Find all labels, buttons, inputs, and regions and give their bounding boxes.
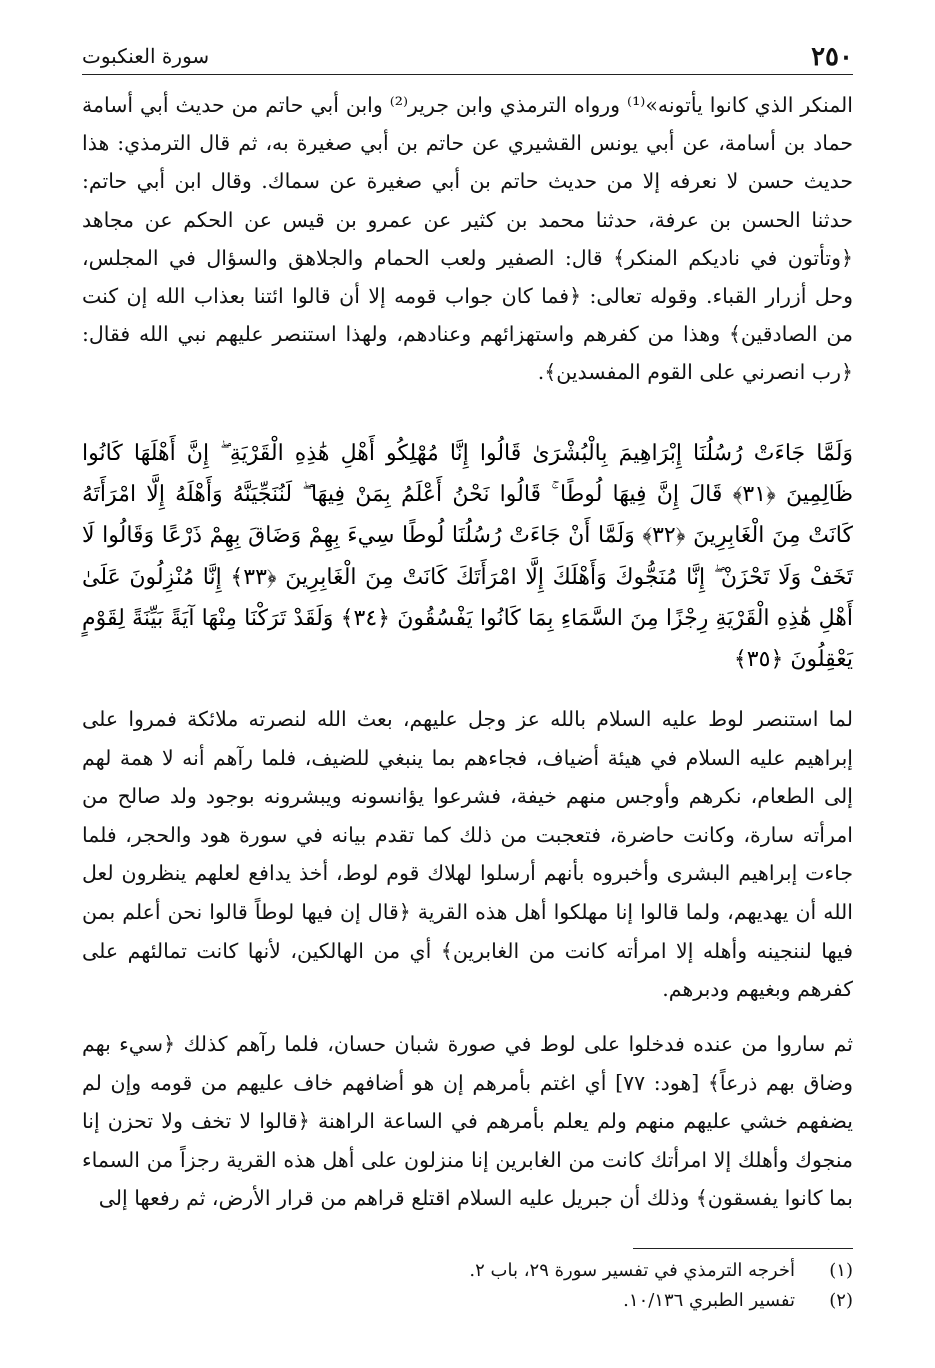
commentary-paragraph-1: المنكر الذي كانوا يأتونه»⁽¹⁾ ورواه الترمذي وابن جرير⁽²⁾ وابن أبي حاتم من حديث أبي أسامة حماد بن أسامة، عن أبي يونس القشيري عن حاتم بن أبي صغيرة به، ثم قال الترمذي: هذا حديث حسن لا نعرفه إلا من حديث حاتم بن أبي صغيرة عن سماك. وقال ابن أبي حاتم: حدثنا الحسن بن عرفة، حدثنا محمد بن كثير عن عمرو بن قيس عن الحكم عن مجاهد ﴿وتأتون في ناديكم المنكر﴾ قال: الصفير ولعب الحمام والجلاهق والسؤال في المجلس، وحل أزرار القباء. وقوله تعالى: ﴿فما كان جواب قومه إلا أن قالوا ائتنا بعذاب الله إن كنت من الصادقين﴾ وهذا من كفرهم واستهزائهم وعنادهم، ولهذا استنصر عليهم نبي الله فقال: ﴿رب انصرني على القوم المفسدين﴾. (82, 93, 853, 385)
surah-title: سورة العنكبوت (82, 44, 210, 68)
quran-verses-block: وَلَمَّا جَاءَتْ رُسُلُنَا إِبْرَاهِيمَ بِالْبُشْرَىٰ قَالُوا إِنَّا مُهْلِكُو أَهْلِ هَٰذِهِ الْقَرْيَةِ ۖ إِنَّ أَهْلَهَا كَانُوا ظَالِمِينَ ﴿٣١﴾ قَالَ إِنَّ فِيهَا لُوطًا ۚ قَالُوا نَحْنُ أَعْلَمُ بِمَنْ فِيهَا ۖ لَنُنَجِّيَنَّهُ وَأَهْلَهُ إِلَّا امْرَأَتَهُ كَانَتْ مِنَ الْغَابِرِينَ ﴿٣٢﴾ وَلَمَّا أَنْ جَاءَتْ رُسُلُنَا لُوطًا سِيءَ بِهِمْ وَضَاقَ بِهِمْ ذَرْعًا وَقَالُوا لَا تَخَفْ وَلَا تَحْزَنْ ۖ إِنَّا مُنَجُّوكَ وَأَهْلَكَ إِلَّا امْرَأَتَكَ كَانَتْ مِنَ الْغَابِرِينَ ﴿٣٣﴾ إِنَّا مُنْزِلُونَ عَلَىٰ أَهْلِ هَٰذِهِ الْقَرْيَةِ رِجْزًا مِنَ السَّمَاءِ بِمَا كَانُوا يَفْسُقُونَ ﴿٣٤﴾ وَلَقَدْ تَرَكْنَا مِنْهَا آيَةً بَيِّنَةً لِقَوْمٍ يَعْقِلُونَ ﴿٣٥﴾ (82, 441, 854, 673)
page-header (82, 40, 853, 75)
footnote-mark: (١) (829, 1260, 853, 1281)
footnote-item (82, 1286, 853, 1316)
commentary-paragraph-2: لما استنصر لوط عليه السلام بالله عز وجل عليهم، بعث الله لنصرته ملائكة فمروا على إبراهيم عليه السلام في هيئة أضياف، فجاءهم بما ينبغي للضيف، فلما رآهم أنه لا همة لهم إلى الطعام، نكرهم وأوجس منهم خيفة، فشرعوا يؤانسونه ويبشرونه بوجود ولد صالح من امرأته سارة، وكانت حاضرة، فتعجبت من ذلك كما تقدم بيانه في سورة هود والحجر، فلما جاءت إبراهيم البشرى وأخبروه بأنهم أرسلوا لهلاك قوم لوط، أخذ يدافع لعلهم ينظرون لعل الله أن يهديهم، ولما قالوا إنا مهلكوا أهل هذه القرية ﴿قال إن فيها لوطاً قالوا نحن أعلم بمن فيها لننجينه وأهله إلا امرأته كانت من الغابرين﴾ أي من الهالكين، لأنها كانت تمالئهم على كفرهم وبغيهم ودبرهم. (82, 707, 853, 1002)
footnote-divider (633, 1248, 853, 1249)
footnote-text: أخرجه الترمذي في تفسير سورة ٢٩، باب ٢. (469, 1260, 795, 1281)
footnote-item (82, 1256, 853, 1286)
footnotes (82, 1256, 853, 1316)
footnote-mark: (٢) (829, 1290, 853, 1311)
page-number: ٢٥٠ (811, 42, 853, 72)
commentary-paragraph-3: ثم ساروا من عنده فدخلوا على لوط في صورة شبان حسان، فلما رآهم كذلك ﴿سيء بهم وضاق بهم ذرعاً﴾ [هود: ٧٧] أي اغتم بأمرهم إن هو أضافهم خاف عليهم من قومه وإن لم يضفهم خشي عليهم منهم ولم يعلم بأمرهم في الساعة الراهنة ﴿قالوا لا تخف ولا تحزن إنا منجوك وأهلك إلا امرأتك كانت من الغابرين إنا منزلون على أهل هذه القرية رجزاً من السماء بما كانوا يفسقون﴾ وذلك أن جبريل عليه السلام اقتلع قراهم من قرار الأرض، ثم رفعها إلى (82, 1032, 853, 1210)
footnote-text: تفسير الطبري ١٠/١٣٦. (623, 1290, 795, 1311)
